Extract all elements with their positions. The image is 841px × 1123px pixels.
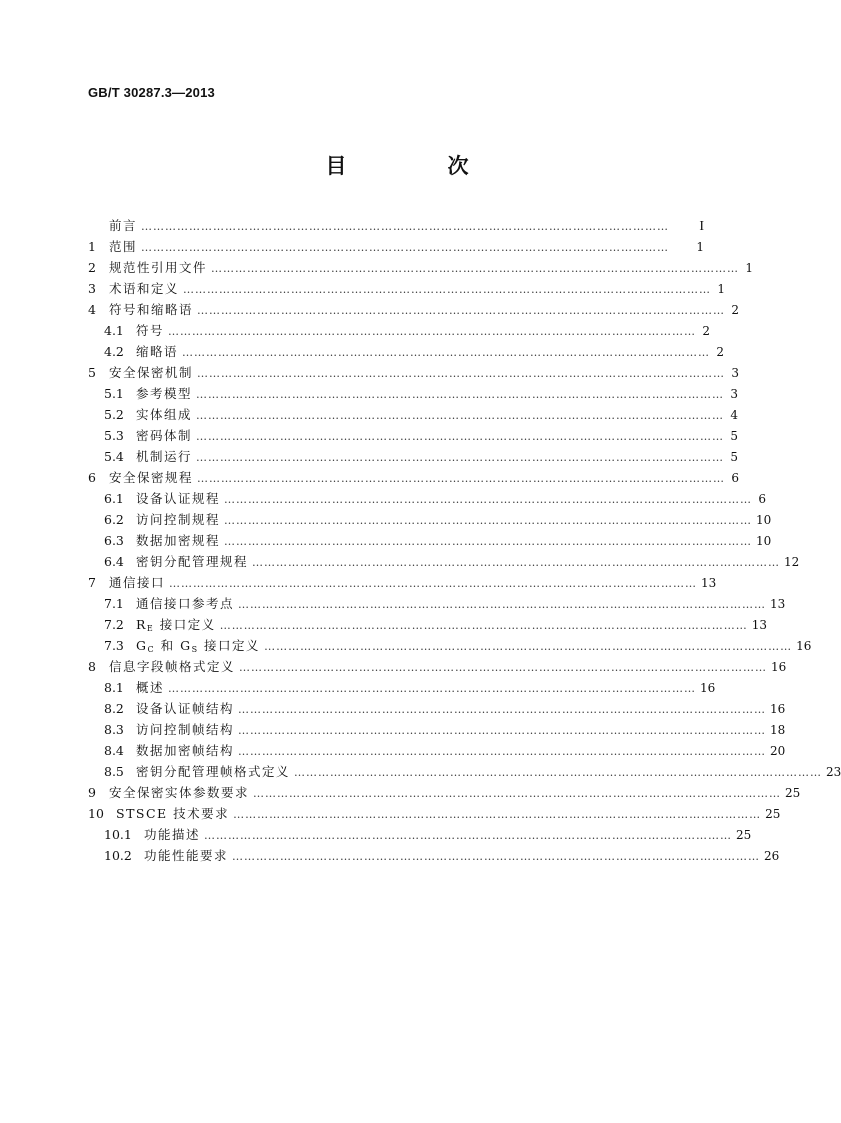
toc-title-part: 密钥分配管理规程 — [136, 554, 249, 569]
toc-dot-leader: …………………………………………………………………………………………………………………… — [252, 556, 781, 569]
toc-page-number: 5 — [730, 450, 739, 464]
toc-section-title — [136, 698, 234, 719]
toc-section-title — [144, 845, 228, 866]
toc-title-part: 接口定义 — [159, 617, 216, 632]
toc-page-number: I — [699, 219, 704, 234]
toc-page-number: 1 — [717, 282, 726, 296]
toc-page-number: 3 — [730, 387, 739, 401]
toc-page-number: 2 — [731, 303, 740, 317]
toc-section-number: 7 — [88, 575, 96, 590]
toc-section-title — [109, 215, 137, 236]
toc-title-part: 参考模型 — [136, 386, 193, 401]
toc-dot-leader: …………………………………………………………………………………………………………………… — [211, 262, 740, 275]
toc-page-number: 20 — [770, 744, 786, 758]
toc-page-number: 25 — [765, 807, 781, 821]
toc-section-title — [116, 803, 229, 824]
toc-entry[interactable] — [88, 572, 717, 593]
toc-page-number: 10 — [756, 513, 772, 527]
toc-dot-leader: …………………………………………………………………………………………………………………… — [219, 619, 748, 632]
toc-title-part: R — [136, 617, 147, 632]
toc-section-number: 3 — [88, 281, 96, 296]
toc-section-number: 6.1 — [104, 491, 124, 506]
toc-page-number: 1 — [696, 240, 704, 254]
toc-dot-leader: …………………………………………………………………………………………………………………… — [169, 577, 698, 590]
toc-section-title — [136, 320, 164, 341]
toc-section-title — [144, 824, 200, 845]
toc-section-number: 8.3 — [104, 722, 124, 737]
toc-section-number: 6.2 — [104, 512, 124, 527]
toc-entry[interactable] — [88, 509, 772, 530]
toc-page-number: 13 — [701, 576, 717, 590]
toc-title-part: 规范性引用文件 — [109, 260, 208, 275]
toc-section-title — [109, 299, 193, 320]
toc-section-number: 4 — [88, 302, 96, 317]
toc-title-part: 功能性能要求 — [144, 848, 229, 863]
toc-title-part: 信息字段帧格式定义 — [109, 659, 236, 674]
toc-dot-leader: …………………………………………………………………………………………………………………… — [197, 304, 726, 317]
toc-section-number: 2 — [88, 260, 96, 275]
toc-page-number: 26 — [764, 849, 780, 863]
toc-entry[interactable] — [88, 677, 716, 698]
toc-dot-leader: …………………………………………………………………………………………………………………… — [196, 388, 725, 401]
toc-section-number: 10.1 — [104, 827, 132, 842]
toc-dot-leader: …………………………………………………………………………………………………………………… — [253, 787, 782, 800]
toc-page-number: 6 — [758, 492, 767, 506]
toc-section-title — [136, 488, 220, 509]
toc-section-number: 5.2 — [104, 407, 124, 422]
toc-entry[interactable] — [88, 719, 786, 740]
toc-title-part: 设备认证规程 — [136, 491, 221, 506]
toc-section-title — [136, 677, 164, 698]
toc-title-part: 访问控制规程 — [136, 512, 221, 527]
toc-page-number: 4 — [730, 408, 739, 422]
toc-page-number: 2 — [702, 324, 711, 338]
toc-page-number: 1 — [745, 261, 754, 275]
toc-section-title — [109, 572, 165, 593]
toc-title-part: 设备认证帧结构 — [136, 701, 235, 716]
toc-dot-leader: …………………………………………………………………………………………………………………… — [141, 220, 670, 233]
toc-section-title — [136, 593, 234, 614]
toc-section-number: 5 — [88, 365, 96, 380]
toc-section-number: 8 — [88, 659, 96, 674]
toc-dot-leader: …………………………………………………………………………………………………………………… — [196, 451, 725, 464]
toc-section-number: 1 — [88, 239, 96, 254]
toc-section-title — [136, 404, 192, 425]
toc-dot-leader: …………………………………………………………………………………………………………………… — [233, 808, 762, 821]
toc-section-title — [136, 509, 220, 530]
toc-title-part: 概述 — [136, 680, 165, 695]
toc-section-title — [109, 278, 179, 299]
toc-section-number: 8.1 — [104, 680, 124, 695]
toc-title-subscript: S — [191, 645, 199, 654]
toc-entry[interactable] — [88, 446, 739, 467]
toc-title-part: 安全保密机制 — [109, 365, 194, 380]
toc-section-title — [136, 425, 192, 446]
toc-page-number: 13 — [770, 597, 786, 611]
toc-section-title — [136, 530, 220, 551]
toc-dot-leader: …………………………………………………………………………………………………………………… — [197, 472, 726, 485]
toc-dot-leader: …………………………………………………………………………………………………………………… — [238, 598, 767, 611]
toc-entry[interactable] — [88, 320, 711, 341]
toc-title-part: 实体组成 — [136, 407, 193, 422]
toc-page-number: 5 — [730, 429, 739, 443]
toc-section-number: 6 — [88, 470, 96, 485]
toc-page-number: 6 — [731, 471, 740, 485]
toc-dot-leader: …………………………………………………………………………………………………………………… — [197, 367, 726, 380]
toc-title-part: 密钥分配管理帧格式定义 — [136, 764, 291, 779]
toc-section-number: 5.3 — [104, 428, 124, 443]
toc-entry[interactable] — [88, 551, 800, 572]
toc-title-part: 符号 — [136, 323, 165, 338]
toc-section-number: 4.2 — [104, 344, 124, 359]
toc-entry[interactable] — [88, 467, 740, 488]
toc-section-number: 10.2 — [104, 848, 132, 863]
toc-title-part: 通信接口 — [109, 575, 166, 590]
toc-dot-leader: …………………………………………………………………………………………………………………… — [239, 661, 768, 674]
toc-dot-leader: …………………………………………………………………………………………………………………… — [196, 409, 725, 422]
toc-entry[interactable] — [88, 593, 786, 614]
toc-entry[interactable] — [88, 824, 752, 845]
toc-title-part: G — [136, 638, 148, 653]
toc-entry[interactable] — [88, 761, 841, 782]
toc-section-title — [109, 257, 207, 278]
toc-title-part: 通信接口参考点 — [136, 596, 235, 611]
toc-dot-leader: …………………………………………………………………………………………………………………… — [232, 850, 761, 863]
toc-title-part: 安全保密实体参数要求 — [109, 785, 250, 800]
toc-page-number: 25 — [785, 786, 801, 800]
toc-section-title — [136, 341, 178, 362]
toc-title-part: 前言 — [109, 218, 138, 233]
toc-entry[interactable] — [88, 488, 767, 509]
toc-title-part: 接口定义 — [204, 638, 261, 653]
toc-dot-leader: …………………………………………………………………………………………………………………… — [224, 535, 753, 548]
toc-section-number: 8.2 — [104, 701, 124, 716]
toc-title-part: 功能描述 — [144, 827, 201, 842]
toc-page-number: 16 — [796, 639, 812, 653]
toc-section-title — [109, 656, 235, 677]
standard-code: GB/T 30287.3—2013 — [88, 85, 215, 100]
toc-page-number: 23 — [826, 765, 841, 779]
toc-entry[interactable] — [88, 698, 786, 719]
toc-page-number: 12 — [784, 555, 800, 569]
toc-title-part: STSCE 技术要求 — [116, 806, 230, 821]
toc-entry[interactable] — [88, 362, 740, 383]
toc-section-title — [109, 782, 249, 803]
toc-dot-leader: …………………………………………………………………………………………………………………… — [238, 703, 767, 716]
toc-dot-leader: …………………………………………………………………………………………………………………… — [183, 283, 712, 296]
toc-section-number: 8.5 — [104, 764, 124, 779]
toc-section-title — [109, 236, 137, 257]
toc-dot-leader: …………………………………………………………………………………………………………………… — [224, 514, 753, 527]
toc-section-title — [109, 362, 193, 383]
toc-page-number: 18 — [770, 723, 786, 737]
toc-title-part: 术语和定义 — [109, 281, 180, 296]
toc-dot-leader: …………………………………………………………………………………………………………………… — [196, 430, 725, 443]
toc-entry[interactable] — [88, 845, 780, 866]
toc-section-number: 8.4 — [104, 743, 124, 758]
toc-section-number: 5.4 — [104, 449, 124, 464]
toc-section-number: 10 — [88, 806, 104, 821]
toc-section-title — [136, 551, 248, 572]
toc-entry[interactable] — [88, 740, 786, 761]
toc-section-title — [109, 467, 193, 488]
toc-entry[interactable] — [88, 530, 772, 551]
toc-entry[interactable] — [88, 215, 704, 236]
toc-dot-leader: …………………………………………………………………………………………………………………… — [141, 241, 670, 254]
toc-section-number: 7.3 — [104, 638, 124, 653]
toc-dot-leader: …………………………………………………………………………………………………………………… — [168, 325, 697, 338]
toc-entry[interactable] — [88, 341, 725, 362]
toc-page-number: 16 — [700, 681, 716, 695]
toc-entry[interactable] — [88, 635, 812, 656]
toc-title-part: 机制运行 — [136, 449, 193, 464]
toc-section-number: 4.1 — [104, 323, 124, 338]
toc-dot-leader: …………………………………………………………………………………………………………………… — [182, 346, 711, 359]
toc-dot-leader: …………………………………………………………………………………………………………………… — [238, 745, 767, 758]
page-title: 目 次 — [325, 153, 509, 178]
toc-section-title — [136, 446, 192, 467]
toc-dot-leader: …………………………………………………………………………………………………………………… — [264, 640, 793, 653]
toc-section-number: 6.4 — [104, 554, 124, 569]
toc-entry[interactable] — [88, 383, 739, 404]
toc-dot-leader: …………………………………………………………………………………………………………………… — [238, 724, 767, 737]
toc-dot-leader: …………………………………………………………………………………………………………………… — [224, 493, 753, 506]
toc-page-number: 25 — [736, 828, 752, 842]
toc-entry[interactable] — [88, 236, 704, 257]
toc-entry[interactable] — [88, 404, 739, 425]
toc-dot-leader: …………………………………………………………………………………………………………………… — [168, 682, 697, 695]
toc-entry[interactable] — [88, 425, 739, 446]
toc-entry[interactable] — [88, 257, 754, 278]
toc-page-number: 16 — [771, 660, 787, 674]
toc-page-number: 2 — [716, 345, 725, 359]
toc-title-part: 数据加密规程 — [136, 533, 221, 548]
toc-section-title — [136, 719, 234, 740]
toc-page-number: 3 — [731, 366, 740, 380]
toc-entry[interactable] — [88, 614, 768, 635]
toc-title-part: 密码体制 — [136, 428, 193, 443]
toc-dot-leader: …………………………………………………………………………………………………………………… — [204, 829, 733, 842]
toc-title-part: 范围 — [109, 239, 138, 254]
toc-entry[interactable] — [88, 803, 781, 824]
toc-section-number: 9 — [88, 785, 96, 800]
toc-entry[interactable] — [88, 782, 801, 803]
toc-dot-leader: …………………………………………………………………………………………………………………… — [294, 766, 823, 779]
toc-entry[interactable] — [88, 278, 726, 299]
toc-title-part: 缩略语 — [136, 344, 179, 359]
table-of-contents — [88, 215, 841, 866]
toc-entry[interactable] — [88, 656, 787, 677]
toc-section-title — [136, 761, 290, 782]
toc-section-number: 5.1 — [104, 386, 124, 401]
toc-section-number: 6.3 — [104, 533, 124, 548]
toc-page-number: 13 — [751, 618, 768, 632]
toc-title-part: 数据加密帧结构 — [136, 743, 235, 758]
toc-title-part: 和 G — [160, 638, 192, 653]
toc-title-subscript: C — [147, 645, 156, 654]
toc-page-number: 16 — [770, 702, 786, 716]
toc-page-number: 10 — [756, 534, 772, 548]
toc-title-part: 安全保密规程 — [109, 470, 194, 485]
toc-section-number: 7.1 — [104, 596, 124, 611]
toc-entry[interactable] — [88, 299, 740, 320]
toc-title-part: 访问控制帧结构 — [136, 722, 235, 737]
toc-section-title — [136, 740, 234, 761]
toc-section-title — [136, 383, 192, 404]
toc-section-number: 7.2 — [104, 617, 124, 632]
toc-title-part: 符号和缩略语 — [109, 302, 194, 317]
toc-title-subscript: E — [146, 624, 155, 633]
